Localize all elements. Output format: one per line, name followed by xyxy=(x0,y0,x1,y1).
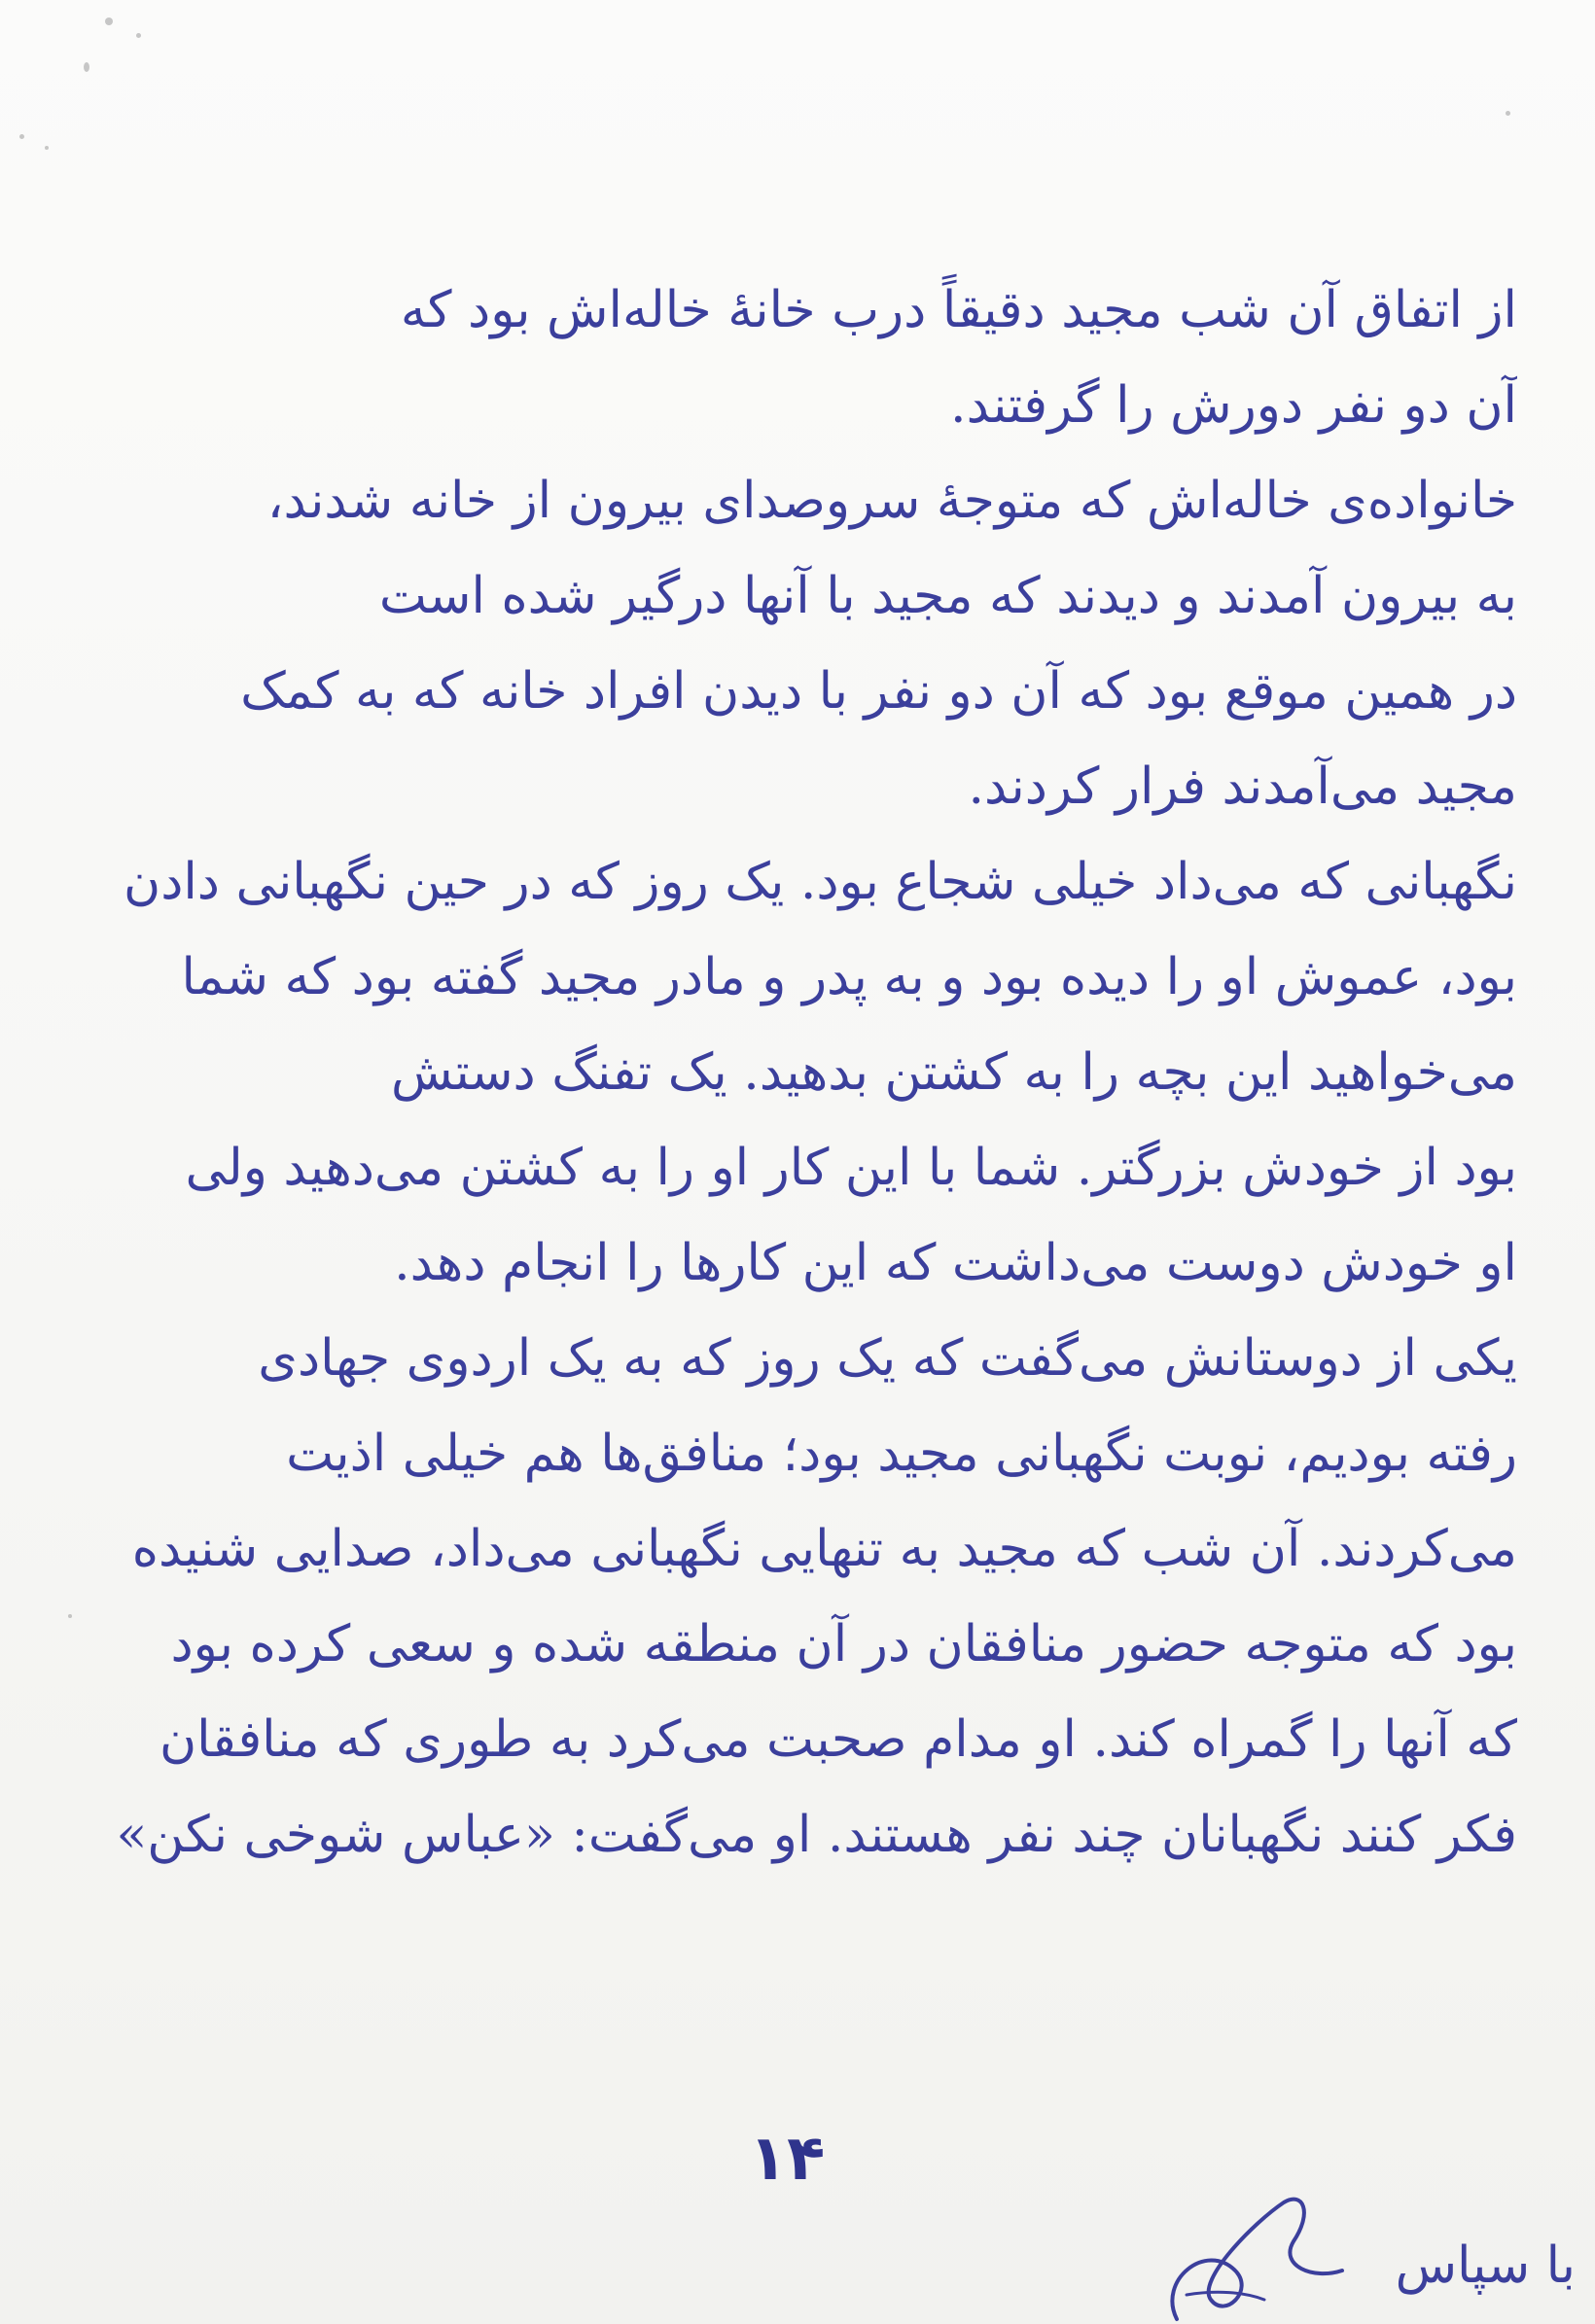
text-line: آن دو نفر دورش را گرفتند. xyxy=(950,376,1517,435)
text-line: مجید می‌آمدند فرار کردند. xyxy=(968,757,1517,816)
text-line: از اتفاق آن شب مجید دقیقاً درب خانهٔ خاله‌اش بود که xyxy=(400,281,1517,339)
text-line: رفته بودیم، نوبت نگهبانی مجید بود؛ منافق‌ها هم خیلی اذیت xyxy=(286,1425,1517,1483)
text-line: نگهبانی که می‌داد خیلی شجاع بود. یک روز که در حین نگهبانی دادن xyxy=(124,853,1517,911)
text-line: که آنها را گمراه کند. او مدام صحبت می‌کرد به طوری که منافقان xyxy=(159,1710,1517,1769)
text-line: او خودش دوست می‌داشت که این کارها را انجام دهد. xyxy=(394,1234,1517,1292)
text-line: بود از خودش بزرگتر. شما با این کار او را به کشتن می‌دهید ولی xyxy=(185,1139,1517,1197)
signature-text: با سپاس xyxy=(1395,2236,1576,2295)
text-line: بود، عموش او را دیده بود و به پدر و مادر مجید گفته بود که شما xyxy=(181,948,1517,1006)
page-number: ۱۴ xyxy=(749,2123,826,2195)
text-line: می‌خواهید این بچه را به کشتن بدهید. یک تفنگ دستش xyxy=(390,1043,1517,1102)
text-line: خانواده‌ی خاله‌اش که متوجهٔ سروصدای بیرون از خانه شدند، xyxy=(266,472,1517,530)
text-line: بود که متوجه حضور منافقان در آن منطقه شده و سعی کرده بود xyxy=(170,1615,1517,1673)
text-line: یکی از دوستانش می‌گفت که یک روز که به یک اردوی جهادی xyxy=(258,1329,1517,1388)
text-line: در همین موقع بود که آن دو نفر با دیدن افراد خانه که به کمک xyxy=(240,662,1517,721)
text-line: فکر کنند نگهبانان چند نفر هستند. او می‌گفت: «عباس شوخی نکن» xyxy=(116,1806,1517,1864)
handwritten-text xyxy=(58,263,1517,1883)
text-line: به بیرون آمدند و دیدند که مجید با آنها درگیر شده است xyxy=(378,567,1517,625)
text-line: می‌کردند. آن شب که مجید به تنهایی نگهبانی می‌داد، صدایی شنیده xyxy=(131,1520,1517,1578)
